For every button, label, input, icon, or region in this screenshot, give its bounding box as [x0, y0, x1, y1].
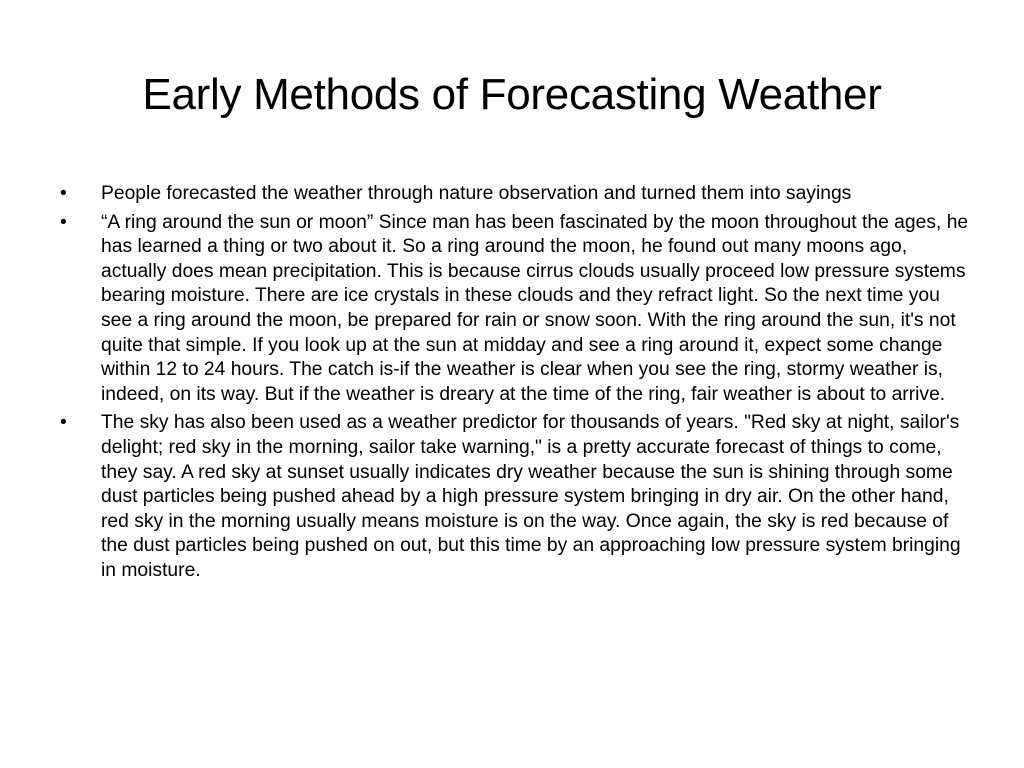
bullet-text: The sky has also been used as a weather predictor for thousands of years. "Red sky at night, sailor's delight; red sky in the morning, sailor take warning," is a pretty accurate forecast of things to come, they say. A red sky at sunset usually indicates dry weather because the sun is shining through some dust particles being pushed ahead by a high pressure system bringing in dry air. On the other hand, red sky in the morning usually means moisture is on the way. Once again, the sky is red because of the dust particles being pushed on out, but this time by an approaching low pressure system bringing in moisture. [101, 412, 961, 581]
bullet-marker: • [60, 211, 67, 233]
bullet-list [60, 182, 972, 588]
bullet-marker: • [60, 412, 67, 434]
bullet-item [60, 182, 972, 207]
bullet-text: People forecasted the weather through nature observation and turned them into sayings [101, 183, 852, 204]
bullet-item [60, 411, 972, 583]
slide-title: Early Methods of Forecasting Weather [142, 70, 882, 119]
bullet-text: “A ring around the sun or moon” Since man has been fascinated by the moon throughout the ages, he has learned a thing or two about it. So a ring around the moon, he found out many moons ago, actually does mean precipitation. This is because cirrus clouds usually proceed low pressure systems bearing moisture. There are ice crystals in these clouds and they refract light. So the next time you see a ring around the moon, be prepared for rain or snow soon. With the ring around the sun, it's not quite that simple. If you look up at the sun at midday and see a ring around it, expect some change within 12 to 24 hours. The catch is-if the weather is clear when you see the ring, stormy weather is, indeed, on its way. But if the weather is dreary at the time of the ring, fair weather is about to arrive. [101, 211, 969, 405]
bullet-marker: • [60, 183, 67, 204]
bullet-item [60, 211, 972, 408]
